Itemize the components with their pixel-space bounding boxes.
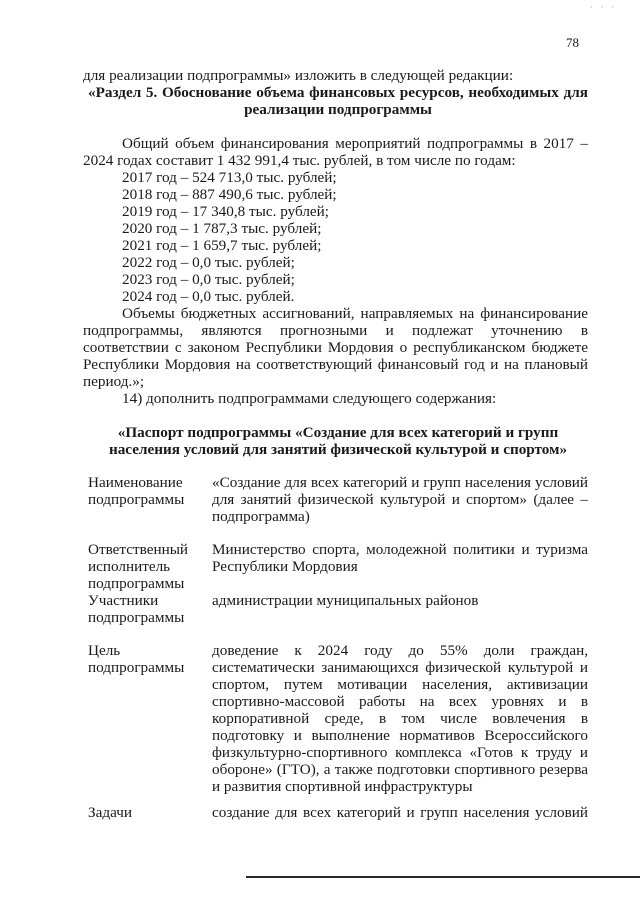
scan-edge-line xyxy=(246,876,640,878)
passport-value-executor: Министерство спорта, молодежной политики и туризма Республики Мордовия xyxy=(212,541,588,575)
passport-label-name-1: Наименование xyxy=(88,474,183,491)
passport-heading-line2: населения условий для занятий физической культурой и спортом» xyxy=(108,441,568,458)
scan-marks: · · · xyxy=(590,3,617,12)
passport-label-executor-2: исполнитель xyxy=(88,558,171,575)
passport-value-goal: доведение к 2024 году до 55% доли граждан, систематически занимающихся физической культурой и спортом, путем мотивации населения, активизации спортивно-массовой работы на всех уровнях и в корпоративной среде, в том числе вовлечения в подготовку и выполнение нормативов Всероссийского физкультурно-спортивного комплекса «Готов к труду и обороне» (ГТО), а также подготовки спортивного резерва и развития спортивной инфраструктуры xyxy=(212,642,588,795)
year-line-2022: 2022 год – 0,0 тыс. рублей; xyxy=(122,254,295,271)
year-line-2019: 2019 год – 17 340,8 тыс. рублей; xyxy=(122,203,330,220)
year-line-2021: 2021 год – 1 659,7 тыс. рублей; xyxy=(122,237,322,254)
passport-value-participants: администрации муниципальных районов xyxy=(212,592,479,609)
passport-label-executor-3: подпрограммы xyxy=(88,575,185,592)
page-number: 78 xyxy=(566,35,579,50)
passport-label-participants-2: подпрограммы xyxy=(88,609,185,626)
passport-label-name-2: подпрограммы xyxy=(88,491,185,508)
passport-value-tasks: создание для всех категорий и групп населения условий xyxy=(212,804,588,821)
year-line-2023: 2023 год – 0,0 тыс. рублей; xyxy=(122,271,295,288)
year-line-2018: 2018 год – 887 490,6 тыс. рублей; xyxy=(122,186,337,203)
item-14-line: 14) дополнить подпрограммами следующего содержания: xyxy=(122,390,497,407)
passport-value-name: «Создание для всех категорий и групп населения условий для занятий физической культурой и спортом» (далее – подпрограмма) xyxy=(212,474,588,525)
section-heading-line2: реализации подпрограммы xyxy=(244,101,432,118)
budget-paragraph-line3: соответствии с законом Республики Мордовия о республиканском бюджете xyxy=(83,339,588,356)
budget-paragraph-line1: Объемы бюджетных ассигнований, направляемых на финансирование xyxy=(122,305,588,322)
year-line-2024: 2024 год – 0,0 тыс. рублей. xyxy=(122,288,295,305)
section-heading-line1: «Раздел 5. Обоснование объема финансовых ресурсов, необходимых для xyxy=(88,84,588,101)
budget-paragraph-line4: Республики Мордовия на соответствующий финансовый год и на плановый xyxy=(83,356,588,373)
passport-label-tasks-1: Задачи xyxy=(88,804,132,821)
passport-heading-line1: «Паспорт подпрограммы «Создание для всех категорий и групп xyxy=(117,424,559,441)
total-paragraph-line1: Общий объем финансирования мероприятий подпрограммы в 2017 – xyxy=(122,135,588,152)
passport-label-executor-1: Ответственный xyxy=(88,541,189,558)
passport-label-participants-1: Участники xyxy=(88,592,159,609)
year-line-2017: 2017 год – 524 713,0 тыс. рублей; xyxy=(122,169,337,186)
budget-paragraph-line5: период.»; xyxy=(83,373,145,390)
intro-line: для реализации подпрограммы» изложить в следующей редакции: xyxy=(83,67,514,84)
passport-label-goal-1: Цель xyxy=(88,642,121,659)
passport-label-goal-2: подпрограммы xyxy=(88,659,185,676)
year-line-2020: 2020 год – 1 787,3 тыс. рублей; xyxy=(122,220,322,237)
total-paragraph-line2: 2024 годах составит 1 432 991,4 тыс. рублей, в том числе по годам: xyxy=(83,152,516,169)
budget-paragraph-line2: подпрограммы, являются прогнозными и подлежат уточнению в xyxy=(83,322,588,339)
